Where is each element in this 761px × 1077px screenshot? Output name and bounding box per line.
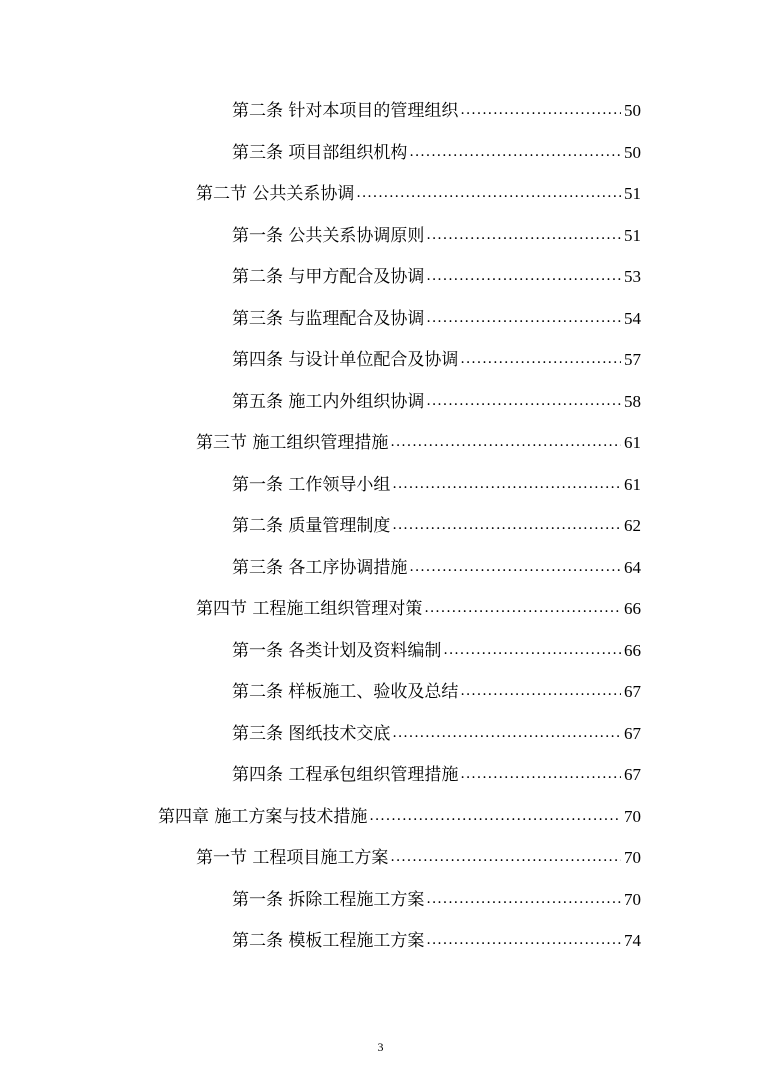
toc-entry-title: 第二条 质量管理制度 [232, 516, 391, 536]
dot-leader [460, 350, 621, 368]
toc-entry-page: 51 [624, 184, 641, 203]
toc-entry-page: 50 [624, 101, 641, 120]
toc-entry-title: 第一条 各类计划及资料编制 [232, 641, 442, 661]
toc-entry-title: 第四条 与设计单位配合及协调 [232, 350, 459, 370]
toc-entry[interactable] [232, 343, 641, 371]
toc-entry[interactable] [232, 219, 641, 247]
dot-leader [424, 599, 621, 617]
toc-entry-page: 50 [624, 143, 641, 162]
dot-leader [426, 890, 621, 908]
page-number: 3 [377, 1040, 384, 1054]
toc-entry[interactable] [232, 634, 641, 662]
dot-leader [392, 724, 621, 742]
toc-entry[interactable] [232, 551, 641, 579]
toc-entry-page: 57 [624, 350, 641, 369]
toc-entry-page: 70 [624, 807, 641, 826]
toc-entry-title: 第一条 公共关系协调原则 [232, 226, 425, 246]
toc-entry[interactable] [232, 717, 641, 745]
toc-entry[interactable] [232, 302, 641, 330]
toc-entry-title: 第三条 项目部组织机构 [232, 143, 408, 163]
toc-entry[interactable] [232, 385, 641, 413]
dot-leader [426, 267, 621, 285]
toc-entry[interactable] [196, 177, 641, 205]
toc-entry-title: 第二条 样板施工、验收及总结 [232, 682, 459, 702]
toc-entry-page: 62 [624, 516, 641, 535]
dot-leader [460, 682, 621, 700]
dot-leader [460, 101, 621, 119]
toc-entry-page: 70 [624, 890, 641, 909]
toc-entry-page: 74 [624, 931, 641, 950]
dot-leader [460, 765, 621, 783]
toc-entry-page: 51 [624, 226, 641, 245]
dot-leader [390, 848, 621, 866]
toc-entry[interactable] [232, 509, 641, 537]
toc-entry-title: 第三节 施工组织管理措施 [196, 433, 389, 453]
toc-entry-page: 70 [624, 848, 641, 867]
dot-leader [443, 641, 621, 659]
dot-leader [369, 807, 621, 825]
toc-entry-page: 67 [624, 765, 641, 784]
toc-entry-title: 第三条 与监理配合及协调 [232, 309, 425, 329]
dot-leader [426, 309, 621, 327]
toc-entry[interactable] [196, 592, 641, 620]
toc-entry[interactable] [232, 758, 641, 786]
toc-entry-page: 53 [624, 267, 641, 286]
toc-entry[interactable] [196, 426, 641, 454]
toc-entry[interactable] [232, 136, 641, 164]
dot-leader [390, 433, 621, 451]
toc-entry-title: 第三条 各工序协调措施 [232, 558, 408, 578]
toc-entry[interactable] [232, 883, 641, 911]
toc-entry-title: 第一条 拆除工程施工方案 [232, 890, 425, 910]
dot-leader [392, 516, 621, 534]
toc-entry-title: 第一节 工程项目施工方案 [196, 848, 389, 868]
toc-entry-page: 54 [624, 309, 641, 328]
toc-entry-title: 第一条 工作领导小组 [232, 475, 391, 495]
dot-leader [426, 931, 621, 949]
toc-entry[interactable] [196, 841, 641, 869]
toc-entry[interactable] [232, 260, 641, 288]
toc-entry-page: 67 [624, 724, 641, 743]
toc-entry-title: 第二条 与甲方配合及协调 [232, 267, 425, 287]
toc-entry-page: 58 [624, 392, 641, 411]
dot-leader [426, 226, 621, 244]
toc-entry-title: 第三条 图纸技术交底 [232, 724, 391, 744]
toc-entry-page: 61 [624, 475, 641, 494]
dot-leader [409, 558, 621, 576]
toc-entry-title: 第二条 针对本项目的管理组织 [232, 101, 459, 121]
toc-entry[interactable] [232, 924, 641, 952]
toc-entry[interactable] [232, 675, 641, 703]
toc-entry-title: 第五条 施工内外组织协调 [232, 392, 425, 412]
dot-leader [356, 184, 621, 202]
toc-entry-page: 66 [624, 641, 641, 660]
toc-entry[interactable] [232, 468, 641, 496]
toc-entry-title: 第二条 模板工程施工方案 [232, 931, 425, 951]
toc-entry-title: 第四条 工程承包组织管理措施 [232, 765, 459, 785]
dot-leader [409, 143, 621, 161]
toc-entry[interactable] [232, 94, 641, 122]
toc-entry-page: 64 [624, 558, 641, 577]
toc-entry-title: 第四节 工程施工组织管理对策 [196, 599, 423, 619]
toc-entry-page: 67 [624, 682, 641, 701]
toc-entry-title: 第二节 公共关系协调 [196, 184, 355, 204]
toc-entry-title: 第四章 施工方案与技术措施 [158, 807, 368, 827]
toc-entry-page: 66 [624, 599, 641, 618]
toc-entry-page: 61 [624, 433, 641, 452]
toc-entry[interactable] [158, 800, 641, 828]
dot-leader [392, 475, 621, 493]
dot-leader [426, 392, 621, 410]
